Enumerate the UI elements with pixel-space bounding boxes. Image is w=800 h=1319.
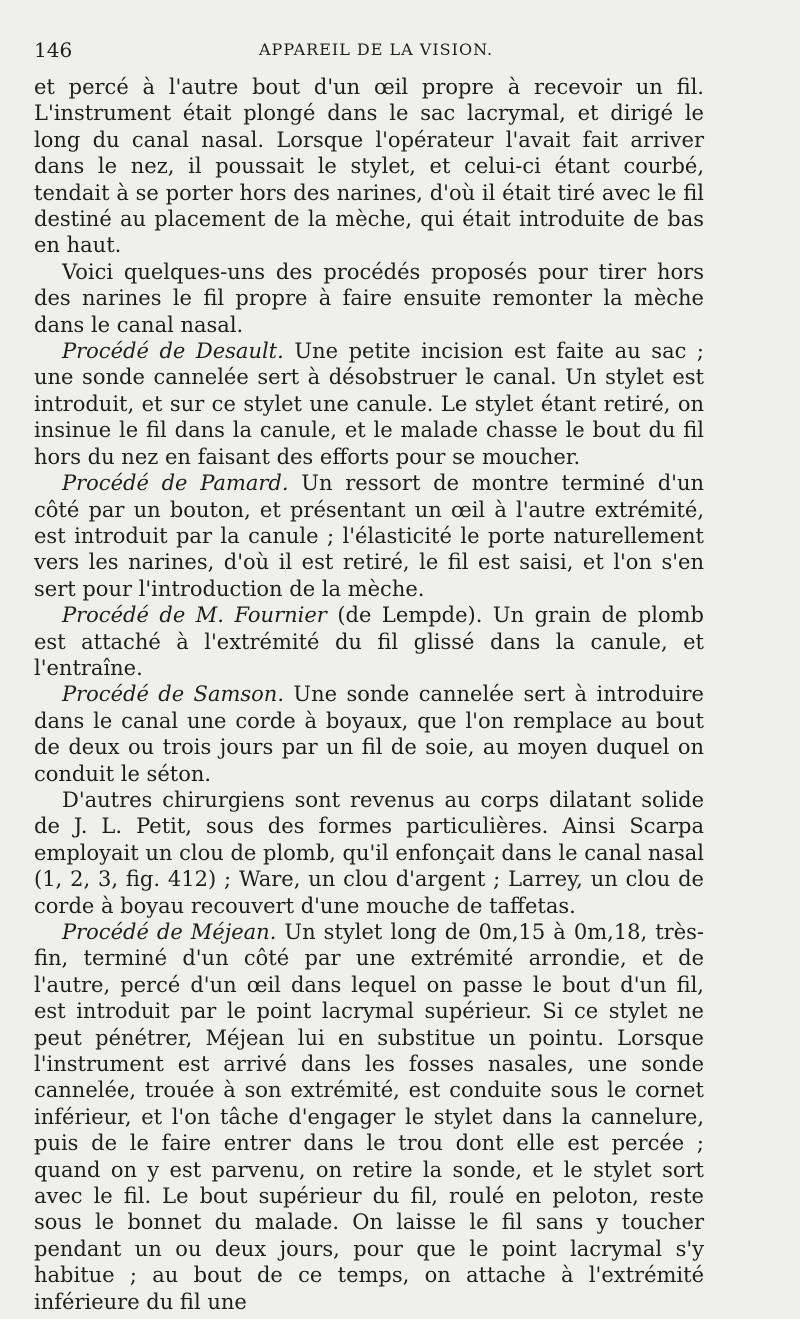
paragraph-mejean [34,919,704,1315]
paragraph-text: et percé à l'autre bout d'un œil propre à recevoir un fil. L'instrument était plongé dans le sac lacrymal, et dirigé le long du canal nasal. Lorsque l'opérateur l'avait fait arriver dans le nez, il poussait le stylet, et celui-ci étant courbé, tendait à se porter hors des narines, d'où il était tiré avec le fil destiné au placement de la mèche, qui était introduite de bas en haut. [34,75,704,258]
paragraph-text: Une petite incision est faite au sac ; une sonde cannelée sert à désobstruer le canal. Un stylet est introduit, et sur ce stylet une canule. Le stylet étant retiré, on insinue le fil dans la canule, et le malade chasse le bout du fil hors du nez en faisant des efforts pour se moucher. [34,339,704,469]
paragraph-desault [34,338,704,470]
paragraph-text: Un ressort de montre terminé d'un côté par un bouton, et présentant un œil à l'autre extrémité, est introduit par la canule ; l'élasticité le porte naturellement vers les narines, d'où il est retiré, le fil est saisi, et l'on s'en sert pour l'introduction de la mèche. [34,471,705,601]
procedure-heading: Procédé de M. Fournier [62,603,327,628]
paragraph-text: Une sonde cannelée sert à introduire dans le canal une corde à boyaux, que l'on remplace au bout de deux ou trois jours par un fil de soie, au moyen duquel on conduit le séton. [34,682,704,786]
paragraph-text: (de Lempde). Un grain de plomb est attaché à l'extrémité du fil glissé dans la canule, et l'entraîne. [34,603,704,680]
procedure-heading: Procédé de Desault. [62,339,284,364]
procedure-heading: Procédé de Méjean. [62,920,277,944]
paragraph-text: Voici quelques-uns des procédés proposés pour tirer hors des narines le fil propre à faire ensuite remonter la mèche dans le canal nasal. [34,259,704,337]
paragraph [34,259,704,338]
paragraph [34,74,704,259]
procedure-heading: Procédé de Samson. [62,682,285,707]
paragraph-text: Un stylet long de 0m,15 à 0m,18, très-fin, terminé d'un côté par une extrémité arrondie, et de l'autre, percé d'un œil dans lequel on passe le bout d'un fil, est introduit par le point lacrymal supérieur. Si ce stylet ne peut pénétrer, Méjean lui en substitue un pointu. Lorsque l'instrument est arrivé dans les fosses nasales, une sonde cannelée, trouée à son extrémité, est conduite sous le cornet inférieur, et l'on tâche d'engager le stylet dans la cannelure, puis de le faire entrer dans le trou dont elle est percée ; quand on y est parvenu, on retire la sonde, et le stylet sort avec le fil. Le bout supérieur du fil, roulé en peloton, reste sous le bonnet du malade. On laisse le fil sans y toucher pendant un ou deux jours, pour que le point lacrymal s'y habitue ; au bout de ce temps, on attache à l'extrémité inférieure du fil une [34,920,704,1314]
page-number: 146 [34,38,73,62]
paragraph-fournier [34,602,704,681]
running-title: APPAREIL DE LA VISION. [259,40,494,59]
paragraph [34,787,704,919]
page-header [34,34,704,74]
procedure-heading: Procédé de Pamard. [62,471,289,496]
paragraph-pamard [34,470,704,602]
paragraph-text: D'autres chirurgiens sont revenus au corps dilatant solide de J. L. Petit, sous des formes particulières. Ainsi Scarpa employait un clou de plomb, qu'il enfonçait dans le canal nasal (1, 2, 3, fig. 412) ; Ware, un clou d'argent ; Larrey, un clou de corde à boyau recouvert d'une mouche de taffetas. [34,787,704,918]
paragraph-samson [34,681,704,787]
body-text [34,74,704,1315]
